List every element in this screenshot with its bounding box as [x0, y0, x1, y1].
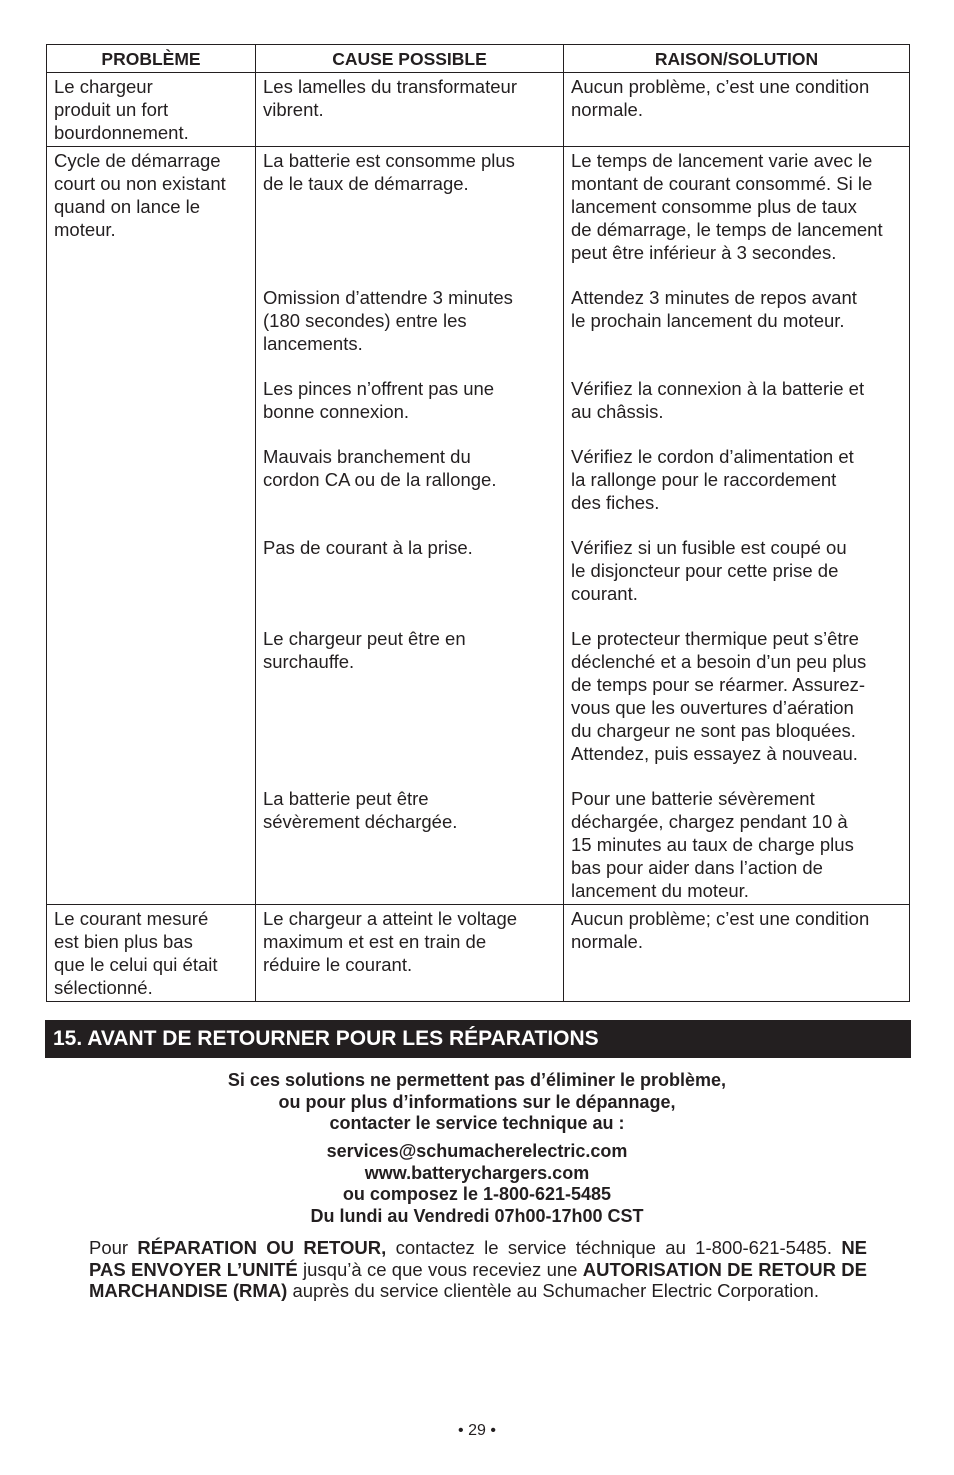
- solution-line: le disjoncteur pour cette prise de: [571, 560, 839, 581]
- solution-line: déchargée, chargez pendant 10 à: [571, 811, 848, 832]
- solution-line: Vérifiez le cordon d’alimentation et: [571, 446, 854, 467]
- cause-entry: [263, 75, 559, 121]
- repair-text: Pour: [89, 1237, 138, 1258]
- cause-line: bonne connexion.: [263, 401, 410, 422]
- problem-line: produit un fort: [54, 99, 169, 120]
- cause-line: maximum et est en train de: [263, 931, 487, 952]
- contact-intro-line: Si ces solutions ne permettent pas d’éliminer le problème,: [227, 1070, 727, 1090]
- problem-line: court ou non existant: [54, 173, 226, 194]
- header-cause-possible: CAUSE POSSIBLE: [256, 45, 564, 73]
- solution-line: Attendez 3 minutes de repos avant: [571, 287, 857, 308]
- cause-line: surchauffe.: [263, 651, 355, 672]
- solution-line: de temps pour se réarmer. Assurez-: [571, 674, 866, 695]
- solution-line: Le temps de lancement varie avec le: [571, 150, 873, 171]
- solution-line: 15 minutes au taux de charge plus: [571, 834, 854, 855]
- cause-line: Le chargeur peut être en: [263, 628, 466, 649]
- solution-line: Vérifiez la connexion à la batterie et: [571, 378, 865, 399]
- problem-cell: [47, 147, 256, 905]
- solution-line: Vérifiez si un fusible est coupé ou: [571, 537, 847, 558]
- cause-line: réduire le courant.: [263, 954, 413, 975]
- repair-text: auprès du service clientèle au Schumacher Electric Corporation.: [287, 1280, 819, 1301]
- problem-cell: [47, 905, 256, 1002]
- solution-entry: [571, 445, 905, 536]
- solution-line: de démarrage, le temps de lancement: [571, 219, 883, 240]
- table-row: [47, 905, 910, 1002]
- cause-line: Pas de courant à la prise.: [263, 537, 473, 558]
- cause-line: de le taux de démarrage.: [263, 173, 469, 194]
- cause-entry: [263, 907, 559, 976]
- solution-line: normale.: [571, 99, 643, 120]
- problem-line: moteur.: [54, 219, 116, 240]
- cause-cell: [256, 147, 564, 905]
- contact-intro: [0, 1070, 954, 1135]
- problem-line: Le chargeur: [54, 76, 153, 97]
- problem-line: Le courant mesuré: [54, 908, 209, 929]
- section-title: 15. AVANT DE RETOURNER POUR LES RÉPARATIONS: [53, 1027, 599, 1050]
- solution-line: le prochain lancement du moteur.: [571, 310, 845, 331]
- cause-line: La batterie est consomme plus: [263, 150, 515, 171]
- solution-line: courant.: [571, 583, 638, 604]
- problem-line: Cycle de démarrage: [54, 150, 221, 171]
- cause-line: Les pinces n’offrent pas une: [263, 378, 495, 399]
- solution-line: Attendez, puis essayez à nouveau.: [571, 743, 858, 764]
- solution-line: du chargeur ne sont pas bloquées.: [571, 720, 856, 741]
- solution-line: Aucun problème, c’est une condition: [571, 76, 870, 97]
- header-probleme: PROBLÈME: [47, 45, 256, 73]
- solution-line: Aucun problème; c’est une condition: [571, 908, 870, 929]
- troubleshooting-table: [46, 44, 910, 1002]
- solution-line: la rallonge pour le raccordement: [571, 469, 837, 490]
- problem-line: est bien plus bas: [54, 931, 193, 952]
- solution-line: bas pour aider dans l’action de: [571, 857, 823, 878]
- repair-text: jusqu’à ce que vous receviez une: [297, 1258, 583, 1280]
- repair-bold: AUTORISATION DE RETOUR DE MARCHANDISE (RMA): [89, 1258, 867, 1301]
- solution-line: au châssis.: [571, 401, 664, 422]
- solution-line: vous que les ouvertures d’aération: [571, 697, 854, 718]
- cause-line: Omission d’attendre 3 minutes: [263, 287, 513, 308]
- solution-line: déclenché et a besoin d’un peu plus: [571, 651, 867, 672]
- solution-entry: [571, 75, 905, 121]
- contact-intro-line: ou pour plus d’informations sur le dépannage,: [278, 1091, 676, 1112]
- solution-line: Le protecteur thermique peut s’être: [571, 628, 859, 649]
- cause-line: Le chargeur a atteint le voltage: [263, 908, 518, 929]
- solution-entry: [571, 149, 905, 286]
- problem-line: quand on lance le: [54, 196, 201, 217]
- contact-details: [0, 1141, 954, 1227]
- solution-entry: [571, 907, 905, 976]
- repair-bold: NE PAS ENVOYER L’UNITÉ: [89, 1237, 868, 1280]
- problem-line: sélectionné.: [54, 977, 153, 998]
- cause-line: Les lamelles du transformateur: [263, 76, 517, 97]
- cause-entry: [263, 536, 559, 627]
- cause-cell: [256, 73, 564, 147]
- problem-cell: [47, 73, 256, 147]
- cause-line: cordon CA ou de la rallonge.: [263, 469, 497, 490]
- solution-entry: [571, 286, 905, 377]
- table-header-row: [47, 45, 910, 73]
- cause-entry: [263, 445, 559, 536]
- contact-hours: Du lundi au Vendredi 07h00-17h00 CST: [310, 1205, 644, 1226]
- solution-line: normale.: [571, 931, 643, 952]
- cause-line: La batterie peut être: [263, 788, 429, 809]
- header-raison-solution: RAISON/SOLUTION: [564, 45, 910, 73]
- contact-email: services@schumacherelectric.com: [326, 1141, 628, 1161]
- repair-paragraph: [89, 1237, 867, 1302]
- cause-entry: [263, 149, 559, 286]
- repair-text: contactez le service téchnique au 1-800-621-5485.: [386, 1237, 842, 1258]
- cause-cell: [256, 905, 564, 1002]
- cause-line: lancements.: [263, 333, 363, 354]
- contact-phone: ou composez le 1-800-621-5485: [342, 1184, 612, 1204]
- solution-entry: [571, 787, 905, 902]
- cause-entry: [263, 377, 559, 445]
- cause-entry: [263, 627, 559, 787]
- cause-entry: [263, 286, 559, 377]
- problem-line: bourdonnement.: [54, 122, 189, 143]
- section-heading: [45, 1020, 911, 1058]
- contact-website: www.batterychargers.com: [364, 1162, 590, 1183]
- solution-cell: [564, 905, 910, 1002]
- solution-line: lancement consomme plus de taux: [571, 196, 857, 217]
- table-row: [47, 73, 910, 147]
- solution-entry: [571, 536, 905, 627]
- page-number: • 29 •: [458, 1422, 496, 1439]
- solution-line: Pour une batterie sévèrement: [571, 788, 815, 809]
- table-body: [47, 73, 910, 1002]
- solution-entry: [571, 627, 905, 787]
- problem-line: que le celui qui était: [54, 954, 218, 975]
- cause-line: vibrent.: [263, 99, 324, 120]
- cause-line: Mauvais branchement du: [263, 446, 471, 467]
- contact-intro-line: contacter le service technique au :: [329, 1113, 625, 1133]
- cause-entry: [263, 787, 559, 902]
- repair-bold: RÉPARATION OU RETOUR,: [137, 1237, 387, 1258]
- solution-cell: [564, 147, 910, 905]
- solution-cell: [564, 73, 910, 147]
- solution-line: peut être inférieur à 3 secondes.: [571, 242, 837, 263]
- solution-line: des fiches.: [571, 492, 660, 513]
- solution-entry: [571, 377, 905, 445]
- cause-line: sévèrement déchargée.: [263, 811, 458, 832]
- table-row: [47, 147, 910, 905]
- cause-line: (180 secondes) entre les: [263, 310, 467, 331]
- solution-line: montant de courant consommé. Si le: [571, 173, 873, 194]
- solution-line: lancement du moteur.: [571, 880, 749, 901]
